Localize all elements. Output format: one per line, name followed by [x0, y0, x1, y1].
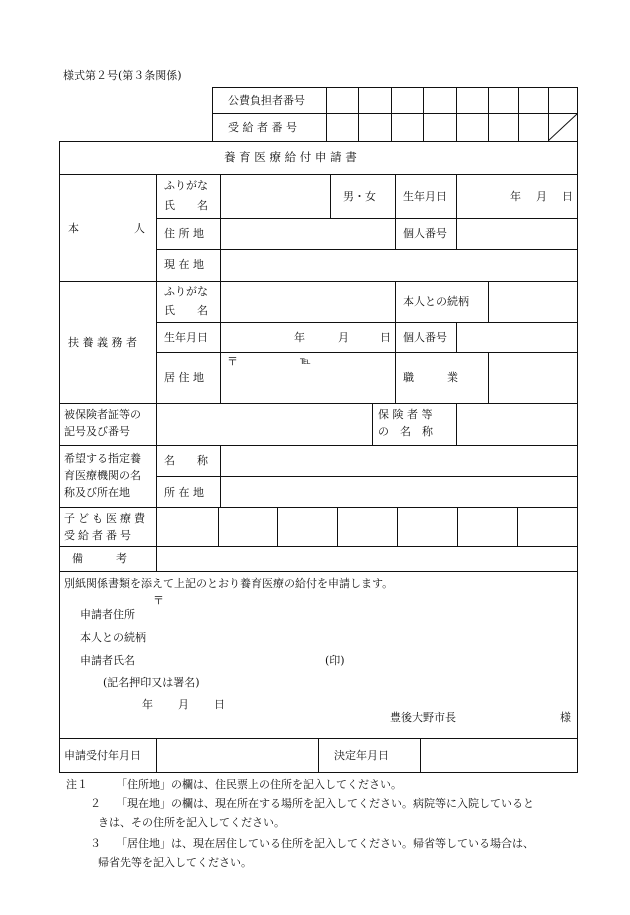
child-medical-label-1: 子ども医療費 [64, 512, 148, 525]
form-label: 様式第２号(第３条関係) [63, 69, 182, 82]
seal-mark: (印) [325, 654, 345, 667]
application-statement: 別紙関係書類を添えて上記のとおり養育医療の給付を申請します。 [64, 577, 394, 590]
guardian-occupation-field[interactable] [489, 353, 576, 402]
person-id-field[interactable] [457, 219, 576, 248]
person-current-field[interactable] [221, 250, 576, 280]
guardian-id-field[interactable] [457, 323, 576, 351]
hospital-label-2: 育医療機関の名 [64, 469, 141, 482]
decision-date-field[interactable] [421, 739, 576, 771]
application-day: 日 [214, 698, 225, 711]
guardian-tel-icon: ℡ [300, 356, 311, 367]
decision-date-label: 決定年月日 [334, 749, 389, 762]
guardian-occupation-label: 職 業 [403, 371, 458, 384]
public-payer-label: 公費負担者番号 [228, 94, 305, 107]
gender-choice[interactable]: 男・女 [343, 190, 376, 203]
guardian-residence-label: 居 住 地 [164, 371, 204, 384]
hospital-label-1: 希望する指定養 [64, 452, 141, 465]
application-year: 年 [142, 698, 153, 711]
person-section-label: 本 人 [68, 222, 145, 235]
honorific-label: 様 [560, 711, 571, 724]
insurer-label-2: の 名 称 [378, 425, 433, 438]
remarks-field[interactable] [157, 547, 577, 570]
guardian-residence-field[interactable] [221, 353, 394, 402]
guardian-dob-month: 月 [338, 331, 349, 344]
person-dob-month: 月 [536, 190, 547, 203]
note-2-text-a: 「現在地」の欄は、現在所在する場所を記入してください。病院等に入院していると [116, 797, 534, 810]
note-3-number: ３ [90, 837, 101, 850]
hospital-label-3: 称及び所在地 [64, 486, 130, 499]
application-month: 月 [178, 698, 189, 711]
guardian-name-label: 氏 名 [164, 304, 208, 317]
receipt-date-label: 申請受付年月日 [64, 749, 141, 762]
guardian-id-label: 個人番号 [403, 331, 447, 344]
guardian-dob-year: 年 [294, 331, 305, 344]
person-dob-day: 日 [562, 190, 573, 203]
child-medical-label-2: 受給者番号 [64, 529, 134, 542]
insurer-label-1: 保 険 者 等 [378, 408, 433, 421]
hospital-location-label: 所 在 地 [164, 486, 204, 499]
guardian-dob-day: 日 [380, 331, 391, 344]
person-id-label: 個人番号 [403, 227, 447, 240]
guardian-furigana-label: ふりがな [164, 285, 208, 298]
applicant-name-label: 申請者氏名 [80, 654, 135, 667]
guardian-dob-label: 生年月日 [164, 331, 208, 344]
person-name-field[interactable] [221, 175, 329, 217]
seal-note: (記名押印又は署名) [103, 676, 200, 689]
diagonal-slash [548, 113, 578, 142]
person-dob-year: 年 [510, 190, 521, 203]
mayor-label: 豊後大野市長 [390, 711, 456, 724]
person-furigana-label: ふりがな [164, 179, 208, 192]
recipient-number-label: 受 給 者 番 号 [228, 121, 297, 134]
note-2-text-b: きは、その住所を記入してください。 [98, 816, 285, 829]
hospital-location-field[interactable] [221, 477, 576, 506]
insurance-label-2: 記号及び番号 [64, 425, 130, 438]
note-1-text: 「住所地」の欄は、住民票上の住所を記入してください。 [116, 778, 402, 791]
applicant-address-label: 申請者住所 [80, 608, 135, 621]
note-2-number: ２ [90, 797, 101, 810]
insurance-label-1: 被保険者証等の [64, 408, 141, 421]
guardian-postal-mark: 〒 [227, 355, 238, 368]
child-medical-number-field[interactable] [157, 508, 577, 545]
hospital-name-label: 名 称 [164, 454, 208, 467]
receipt-date-field[interactable] [157, 739, 317, 771]
note-1-number: 注１ [66, 778, 88, 791]
form-title: 養 育 医 療 給 付 申 請 書 [224, 150, 357, 164]
insurer-name-field[interactable] [457, 404, 576, 444]
person-current-label: 現 在 地 [164, 258, 204, 271]
guardian-name-field[interactable] [221, 282, 394, 321]
applicant-postal-mark: 〒 [153, 594, 164, 607]
person-address-field[interactable] [221, 219, 394, 248]
person-dob-label: 生年月日 [403, 190, 447, 203]
person-address-label: 住 所 地 [164, 227, 204, 240]
remarks-label: 備 考 [72, 552, 127, 565]
applicant-relation-label: 本人との続柄 [80, 631, 146, 644]
hospital-name-field[interactable] [221, 446, 576, 475]
guardian-relation-field[interactable] [489, 282, 576, 321]
person-name-label: 氏 名 [164, 199, 208, 212]
guardian-section-label: 扶 養 義 務 者 [68, 336, 137, 349]
note-3-text-a: 「居住地」は、現在居住している住所を記入してください。帰省等している場合は、 [116, 837, 534, 850]
guardian-relation-label: 本人との続柄 [403, 295, 469, 308]
note-3-text-b: 帰省先等を記入してください。 [98, 856, 252, 869]
insurance-number-field[interactable] [157, 404, 371, 444]
